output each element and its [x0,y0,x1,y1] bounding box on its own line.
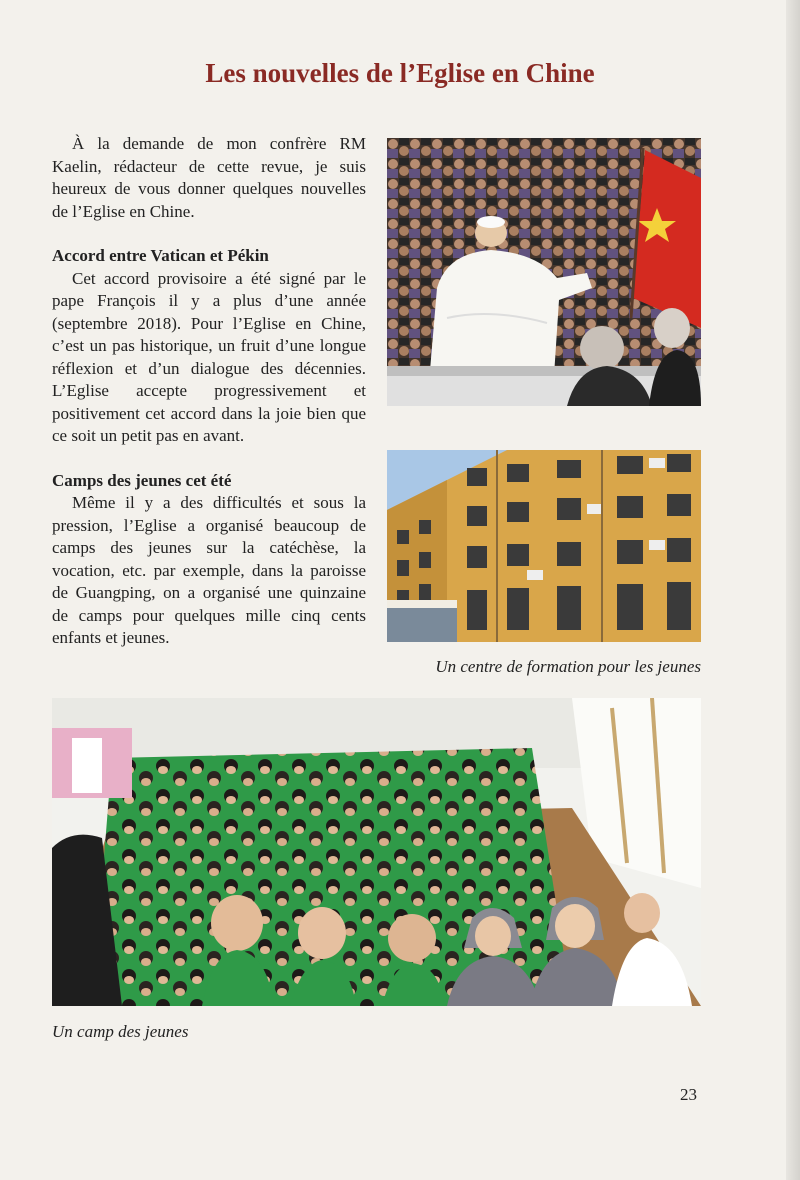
section-paragraph: Même il y a des difficultés et sous la pression, l’Eglise a organisé beaucoup de camps des jeunes sur la catéchèse, la vocation, etc. par exemple, dans la paroisse de Guangping, on a organisé une quinzaine de camps pour quelques mille cinq cents enfants et jeunes. [52,493,366,647]
camp-caption: Un camp des jeunes [52,1022,189,1041]
article-text-column [52,133,366,650]
page-edge [786,0,800,1180]
pope-crowd-photo [387,138,701,406]
section-heading: Accord entre Vatican et Pékin [52,246,269,265]
page-number: 23 [680,1085,697,1104]
youth-camp-photo [52,698,701,1006]
intro-paragraph: À la demande de mon confrère RM Kaelin, rédacteur de cette revue, je suis heureux de vous donner quelques nouvelles de l’Eglise en Chine. [52,134,366,221]
section-paragraph: Cet accord provisoire a été signé par le pape François il y a plus d’une année (septembre 2018). Pour l’Eglise en Chine, c’est un pas historique, un fruit d’une longue réflexion et d’un dialogue des décennies. L’Eglise accepte progressivement et positivement cet accord dans la joie bien que ce soit un petit pas en avant. [52,268,366,445]
building-caption: Un centre de formation pour les jeunes [435,657,701,676]
page-title: Les nouvelles de l’Eglise en Chine [205,58,595,88]
training-center-photo [387,450,701,642]
section-heading: Camps des jeunes cet été [52,470,232,490]
